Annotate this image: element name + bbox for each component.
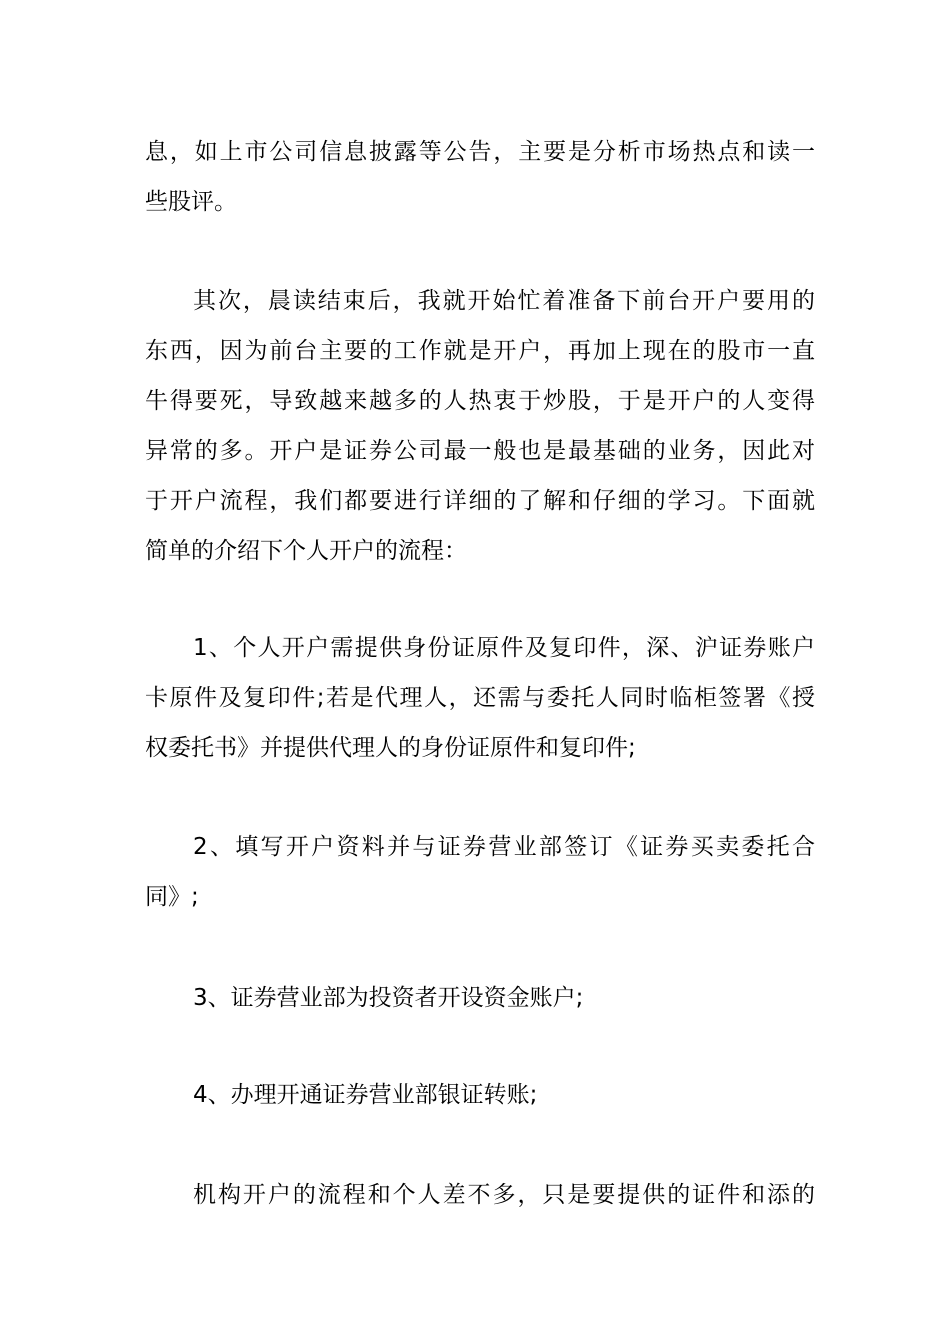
text-line: 1、个人开户需提供身份证原件及复印件，深、沪证券账户 bbox=[193, 635, 815, 661]
text-line: 3、证券营业部为投资者开设资金账户; bbox=[193, 985, 584, 1011]
paragraph-institution bbox=[145, 1170, 815, 1220]
paragraph-intro-continued bbox=[145, 127, 815, 227]
text-line: 同》; bbox=[145, 884, 199, 910]
list-item-step-1 bbox=[145, 623, 815, 773]
text-line: 其次，晨读结束后，我就开始忙着准备下前台开户要用的 bbox=[193, 288, 815, 314]
text-line: 权委托书》并提供代理人的身份证原件和复印件; bbox=[145, 735, 636, 761]
text-line: 简单的介绍下个人开户的流程： bbox=[145, 538, 467, 564]
text-line: 2、填写开户资料并与证券营业部签订《证券买卖委托合 bbox=[193, 834, 815, 860]
list-item-step-4 bbox=[145, 1070, 815, 1120]
text-line: 东西，因为前台主要的工作就是开户，再加上现在的股市一直 bbox=[145, 338, 815, 364]
text-line: 于开户流程，我们都要进行详细的了解和仔细的学习。下面就 bbox=[145, 488, 815, 514]
paragraph-front-desk bbox=[145, 276, 815, 576]
text-line: 机构开户的流程和个人差不多，只是要提供的证件和添的 bbox=[193, 1182, 815, 1208]
text-line: 异常的多。开户是证券公司最一般也是最基础的业务，因此对 bbox=[145, 438, 815, 464]
text-line: 4、办理开通证券营业部银证转账; bbox=[193, 1082, 538, 1108]
list-item-step-2 bbox=[145, 822, 815, 922]
text-line: 息，如上市公司信息披露等公告，主要是分析市场热点和读一 bbox=[145, 139, 815, 165]
text-line: 牛得要死，导致越来越多的人热衷于炒股，于是开户的人变得 bbox=[145, 388, 815, 414]
text-line: 些股评。 bbox=[145, 189, 237, 215]
text-line: 卡原件及复印件;若是代理人，还需与委托人同时临柜签署《授 bbox=[145, 685, 815, 711]
list-item-step-3 bbox=[145, 973, 815, 1023]
